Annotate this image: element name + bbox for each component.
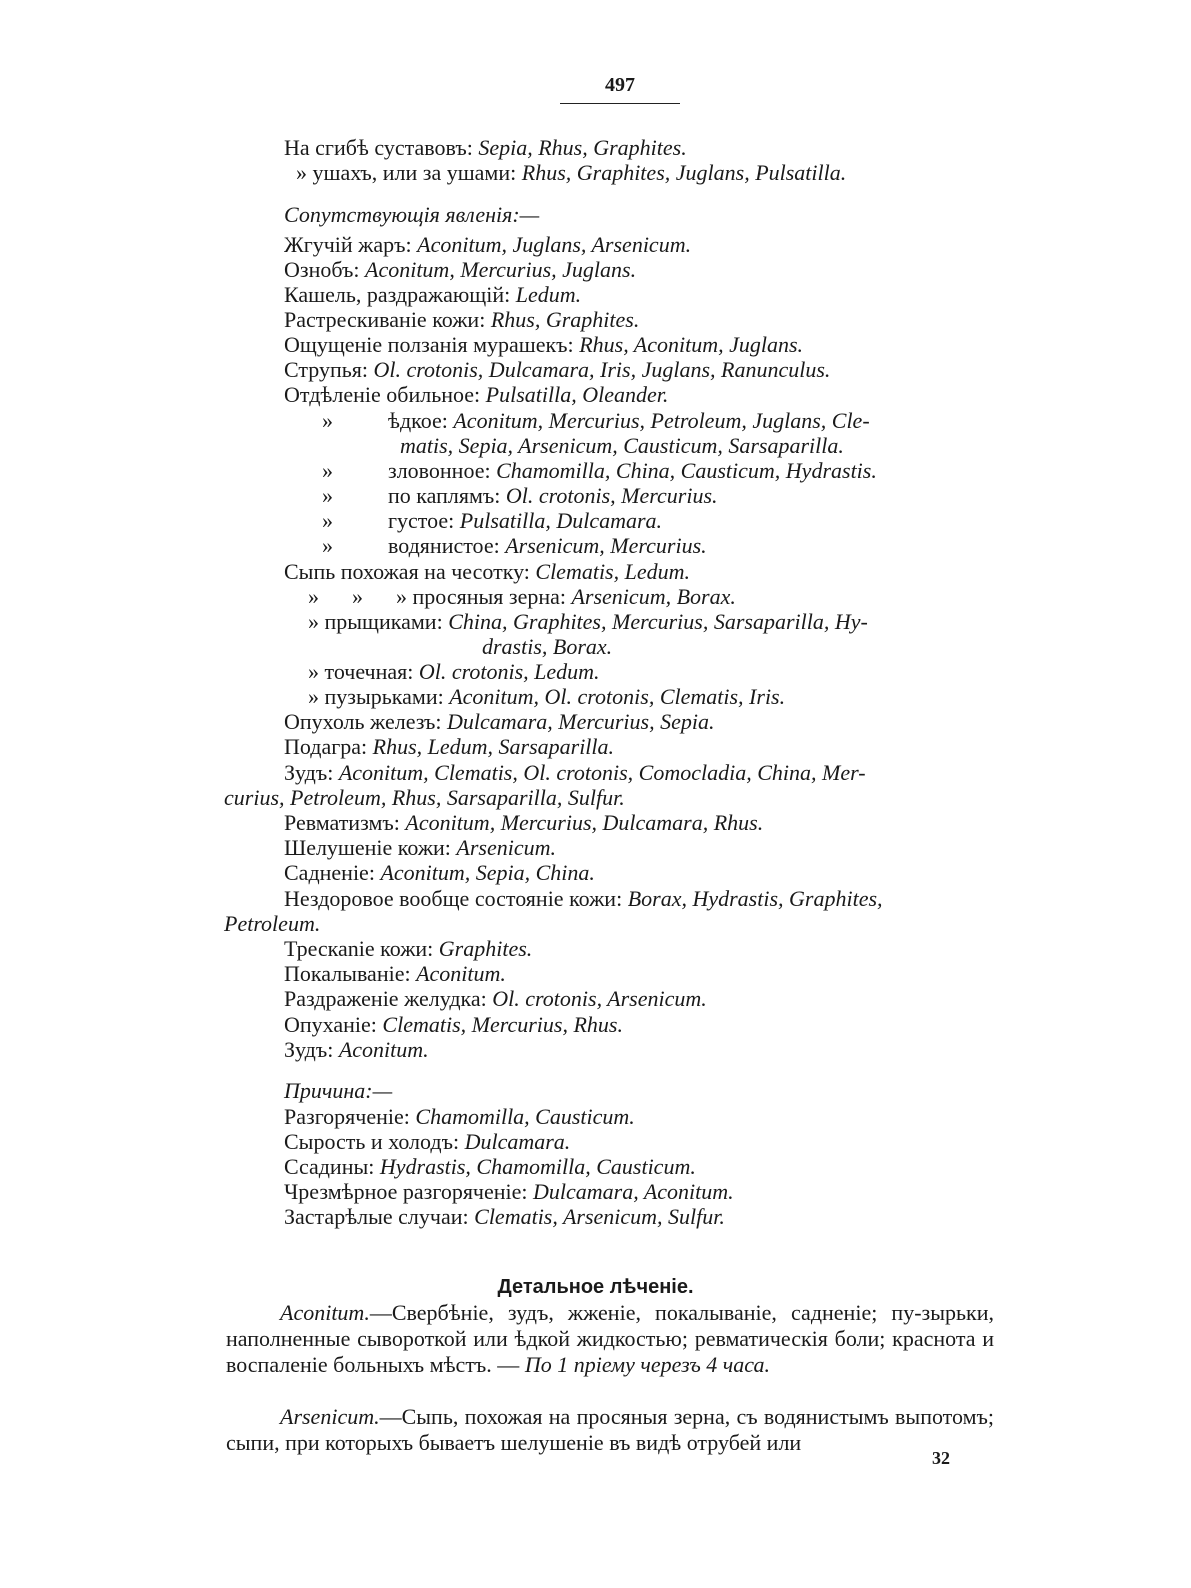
symptom-label: Ознобъ:: [284, 257, 365, 282]
symptom-label: Отдѣленіе обильное:: [284, 382, 486, 407]
remedy-list: Borax, Hydrastis, Graphites,: [627, 886, 883, 911]
symptom-label: Трескаnіе кожи:: [284, 936, 439, 961]
symptom-label: » точечная:: [308, 659, 419, 684]
remedy-list: Aconitum, Sepia, China.: [380, 860, 595, 885]
remedy-list: Dulcamara, Mercurius, Sepia.: [447, 709, 715, 734]
remedy-list: Ol. crotonis, Dulcamara, Iris, Juglans, Ranunculus.: [373, 357, 831, 382]
symptom-label: Чрезмѣрное разгоряченіе:: [284, 1179, 534, 1204]
symptom-line: [284, 1012, 623, 1038]
symptom-line: [284, 357, 830, 383]
symptom-line: [308, 609, 868, 635]
symptom-label: » густое:: [322, 508, 460, 533]
paragraph-lead: Arsenicum.: [280, 1404, 380, 1429]
remedy-list: Aconitum, Mercurius, Dulcamara, Rhus.: [405, 810, 764, 835]
symptom-line: [284, 1204, 725, 1230]
symptom-line: [308, 684, 785, 710]
symptom-label: Струпья:: [284, 357, 374, 382]
symptom-line: [284, 135, 687, 161]
symptom-line: [284, 886, 883, 912]
symptom-line: [284, 961, 506, 987]
remedy-list: Aconitum, Ol. crotonis, Clematis, Iris.: [449, 684, 786, 709]
remedy-list: Petroleum.: [224, 911, 321, 936]
symptom-line: [322, 458, 877, 484]
remedy-list: Hydrastis, Chamomilla, Causticum.: [379, 1154, 696, 1179]
symptom-line: [284, 1129, 570, 1155]
symptom-line: [284, 332, 803, 358]
header-rule: [560, 103, 680, 104]
remedy-list: curius, Petroleum, Rhus, Sarsaparilla, Sulfur.: [224, 785, 625, 810]
symptom-line: [284, 986, 707, 1012]
symptom-line: [322, 483, 718, 509]
symptom-label: » ушахъ, или за ушами:: [296, 160, 522, 185]
remedy-list: Arsenicum.: [456, 835, 556, 860]
symptom-label: Шелушеніе кожи:: [284, 835, 457, 860]
symptom-line: [224, 911, 320, 937]
symptom-label: » » » просяныя зерна:: [308, 584, 572, 609]
symptom-line: [284, 734, 614, 760]
section-label: [284, 1078, 392, 1104]
symptom-label: » пузырьками:: [308, 684, 450, 709]
remedy-list: Ol. crotonis, Arsenicum.: [492, 986, 707, 1011]
remedy-list: Ol. crotonis, Mercurius.: [505, 483, 718, 508]
remedy-list: Rhus, Ledum, Sarsaparilla.: [372, 734, 615, 759]
symptom-line: [284, 282, 581, 308]
symptom-line: [284, 936, 532, 962]
symptom-label: Кашель, раздражающій:: [284, 282, 516, 307]
remedy-list: Rhus, Graphites, Juglans, Pulsatilla.: [521, 160, 847, 185]
remedy-list: Dulcamara.: [464, 1129, 571, 1154]
symptom-label: Растрескиваніе кожи:: [284, 307, 491, 332]
symptom-label: Застарѣлые случаи:: [284, 1204, 475, 1229]
remedy-list: Clematis, Ledum.: [535, 559, 691, 584]
symptom-line: [284, 810, 763, 836]
paragraph-aconitum: [226, 1300, 994, 1378]
symptom-label: » водянистое:: [322, 533, 506, 558]
symptom-label: На сгибѣ суставовъ:: [284, 135, 479, 160]
symptom-line: [322, 408, 870, 434]
section-label: [284, 202, 539, 228]
remedy-list: Aconitum, Juglans, Arsenicum.: [417, 232, 692, 257]
remedy-list: Arsenicum, Borax.: [571, 584, 736, 609]
remedy-list: Arsenicum, Mercurius.: [505, 533, 707, 558]
symptom-line: [400, 433, 844, 459]
symptom-label: Подагра:: [284, 734, 373, 759]
symptom-label: Сырость и холодъ:: [284, 1129, 465, 1154]
paragraph-text: —Сыпь, похожая на просяныя зерна, съ водянистымъ выпотомъ; сыпи, при которыхъ бываетъ шелушеніе въ видѣ отрубей или: [226, 1404, 994, 1455]
remedy-list: Aconitum, Clematis, Ol. crotonis, Comocladia, China, Mer-: [338, 760, 866, 785]
symptom-label: Ревматизмъ:: [284, 810, 406, 835]
paragraph-tail: По 1 пріему черезъ 4 часа.: [524, 1352, 770, 1377]
symptom-line: [284, 1179, 734, 1205]
symptom-label: Жгучій жаръ:: [284, 232, 418, 257]
symptom-label: » по каплямъ:: [322, 483, 506, 508]
symptom-label: Зудъ:: [284, 760, 339, 785]
symptom-line: [284, 257, 636, 283]
remedy-list: Clematis, Mercurius, Rhus.: [382, 1012, 623, 1037]
symptom-line: [284, 709, 714, 735]
remedy-list: Rhus, Graphites.: [490, 307, 640, 332]
remedy-list: Сопутствующія явленія:—: [284, 202, 540, 227]
symptom-line: [284, 760, 866, 786]
page-number: 497: [605, 74, 635, 96]
remedy-list: Clematis, Arsenicum, Sulfur.: [474, 1204, 725, 1229]
remedy-list: Ledum.: [515, 282, 582, 307]
remedy-list: matis, Sepia, Arsenicum, Causticum, Sarsaparilla.: [400, 433, 844, 458]
remedy-list: Chamomilla, China, Causticum, Hydrastis.: [496, 458, 877, 483]
symptom-line: [322, 508, 662, 534]
signature-mark: 32: [932, 1448, 950, 1468]
symptom-line: [308, 659, 600, 685]
remedy-list: Rhus, Aconitum, Juglans.: [579, 332, 804, 357]
symptom-label: » прыщиками:: [308, 609, 449, 634]
symptom-line: [308, 584, 736, 610]
symptom-label: Покалываніе:: [284, 961, 417, 986]
paragraph-arsenicum: [226, 1404, 994, 1456]
symptom-line: [284, 307, 639, 333]
symptom-line: [284, 232, 691, 258]
remedy-list: Pulsatilla, Oleander.: [485, 382, 669, 407]
symptom-line: [284, 860, 595, 886]
symptom-label: Ощущеніе ползанія мурашекъ:: [284, 332, 580, 357]
paragraph-text: —Свербѣніе, зудъ, жженіе, покалываніе, садненіе; пу-зырьки, наполненные сывороткой или ѣдкой жидкостью; ревматическія боли; краснота и воспаленіе больныхъ мѣстъ. —: [226, 1300, 994, 1377]
symptom-label: Нездоровое вообще состояніе кожи:: [284, 886, 628, 911]
symptom-line: [224, 785, 625, 811]
remedy-list: Chamomilla, Causticum.: [415, 1104, 635, 1129]
symptom-label: Раздраженіе желудка:: [284, 986, 493, 1011]
symptom-label: Ссадины:: [284, 1154, 380, 1179]
symptom-line: [482, 634, 612, 660]
remedy-list: drastis, Borax.: [482, 634, 613, 659]
symptom-label: Разгоряченіе:: [284, 1104, 416, 1129]
remedy-list: Причина:—: [284, 1078, 393, 1103]
remedy-list: Aconitum, Mercurius, Juglans.: [365, 257, 637, 282]
symptom-label: Зудъ:: [284, 1037, 339, 1062]
remedy-list: China, Graphites, Mercurius, Sarsaparilla, Hy-: [448, 609, 868, 634]
symptom-line: [284, 835, 556, 861]
symptom-line: [284, 382, 668, 408]
symptom-label: » зловонное:: [322, 458, 497, 483]
symptom-label: Опухоль железъ:: [284, 709, 448, 734]
remedy-list: Pulsatilla, Dulcamara.: [459, 508, 663, 533]
symptom-line: [284, 559, 690, 585]
section-heading: Детальное лѣченіе.: [497, 1276, 694, 1298]
symptom-label: Опуханіе:: [284, 1012, 383, 1037]
symptom-line: [322, 533, 707, 559]
remedy-list: Ol. crotonis, Ledum.: [418, 659, 600, 684]
remedy-list: Aconitum.: [416, 961, 506, 986]
symptom-line: [284, 1037, 429, 1063]
symptom-label: » ѣдкое:: [322, 408, 454, 433]
remedy-list: Sepia, Rhus, Graphites.: [478, 135, 687, 160]
symptom-label: Сыпь похожая на чесотку:: [284, 559, 536, 584]
remedy-list: Aconitum, Mercurius, Petroleum, Juglans, Cle-: [453, 408, 870, 433]
paragraph-lead: Aconitum.: [280, 1300, 370, 1325]
symptom-label: Садненіе:: [284, 860, 381, 885]
symptom-line: [284, 1154, 696, 1180]
remedy-list: Aconitum.: [338, 1037, 429, 1062]
remedy-list: Graphites.: [438, 936, 533, 961]
symptom-line: [296, 160, 846, 186]
remedy-list: Dulcamara, Aconitum.: [533, 1179, 734, 1204]
symptom-line: [284, 1104, 635, 1130]
